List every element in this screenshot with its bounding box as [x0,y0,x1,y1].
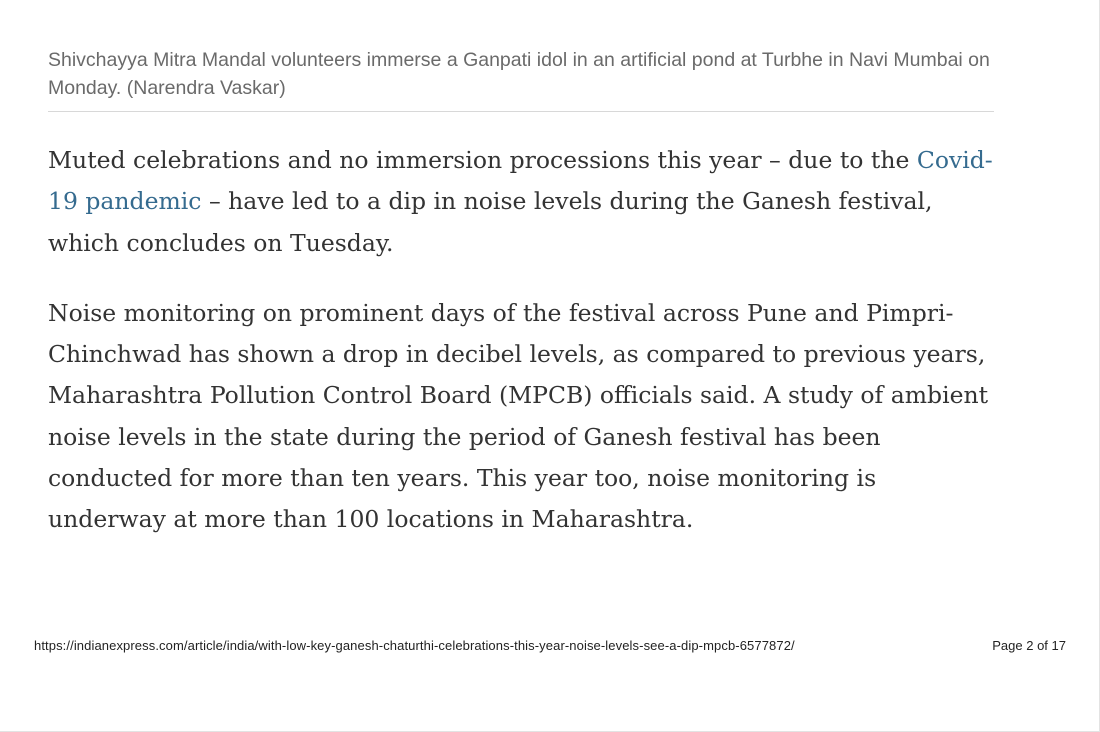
article-body [48,140,998,570]
covid-19-pandemic-link[interactable]: Covid-19 pandemic [48,146,993,216]
article-paragraph-2: Noise monitoring on prominent days of the festival across Pune and Pimpri-Chinchwad has shown a drop in decibel levels, as compared to previous years, Maharashtra Pollution Control Board (MPCB) officials said. A study of ambient noise levels in the state during the period of Ganesh festival has been conducted for more than ten years. This year too, noise monitoring is underway at more than 100 locations in Maharashtra. [48,298,989,534]
footer-source-url: https://indianexpress.com/article/india/with-low-key-ganesh-chaturthi-celebrations-this-year-noise-levels-see-a-dip-mpcb-6577872/ [34,638,795,653]
article-paragraph-1 [48,140,998,264]
footer-page-indicator: Page 2 of 17 [992,638,1066,653]
paragraph-1-text-before-link: Muted celebrations and no immersion processions this year – due to the [48,146,917,174]
paragraph-1-text-after-link: – have led to a dip in noise levels during the Ganesh festival, which concludes on Tuesday. [48,187,933,257]
photo-caption: Shivchayya Mitra Mandal volunteers immerse a Ganpati idol in an artificial pond at Turbhe in Navi Mumbai on Monday. (Narendra Vaskar) [48,46,994,112]
